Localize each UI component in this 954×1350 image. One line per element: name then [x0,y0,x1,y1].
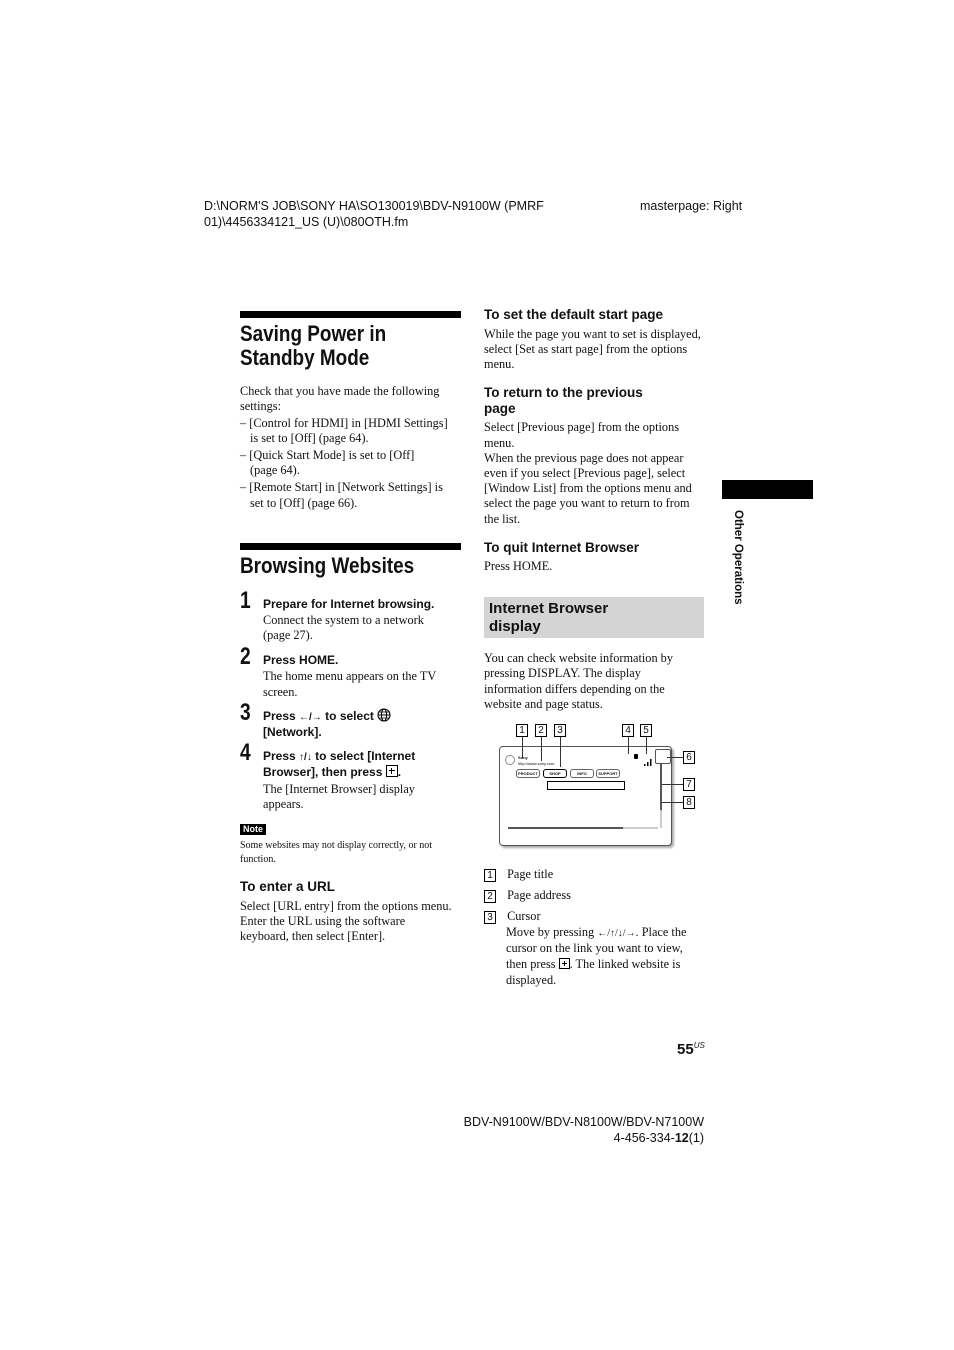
leader-line [646,737,647,754]
vertical-scroll-thumb [660,764,662,810]
screen-button-product: PRODUCT [516,769,540,778]
display-text: pressing DISPLAY. The display [484,666,641,680]
screen-button-support: SUPPORT [596,769,620,778]
legend-number: 3 [484,911,496,924]
cursor-desc-text: . The linked website is [569,957,681,971]
previous-page-text: When the previous page does not appear [484,451,684,465]
display-text: You can check website information by [484,651,673,665]
default-page-heading: To set the default start page [484,307,664,322]
bullet-1b: is set to [Off] (page 64). [250,431,369,445]
step-title-text: to select [Internet [315,749,416,763]
step-title: Press HOME. [263,653,339,667]
legend-label: Cursor [507,909,541,923]
callout-5: 5 [640,724,652,737]
screen-site-url: http://www.sony.com [518,761,555,766]
legend-label: Page address [507,888,571,902]
step-desc: screen. [263,685,298,699]
file-path-line2: 01)\4456334121_US (U)\080OTH.fm [204,215,409,229]
section-rule [240,543,461,550]
enter-url-text: Enter the URL using the software [240,914,406,928]
display-text: information differs depending on the [484,682,665,696]
step-title: Prepare for Internet browsing. [263,597,435,611]
step-title-text: [Network]. [263,725,322,739]
screen-site-name: Sony [518,755,528,760]
callout-1: 1 [516,724,528,737]
previous-page-text: even if you select [Previous page], select [484,466,686,480]
leader-line [660,784,683,785]
leader-line [628,737,629,754]
note-text: Some websites may not display correctly, or not [240,840,433,851]
previous-page-heading: To return to the previous [484,385,643,400]
callout-8: 8 [683,796,695,809]
enter-key-icon [559,958,570,969]
display-heading-line1: Internet Browser [489,600,609,617]
leader-line [541,737,542,761]
signal-icon [644,753,652,760]
step-title: Browser], then press . [263,765,402,779]
saving-intro-2: settings: [240,399,281,413]
step-desc: appears. [263,797,304,811]
legend-item [484,888,571,903]
callout-3: 3 [554,724,566,737]
side-section-label: Other Operations [732,510,744,605]
bullet-2a: – [Quick Start Mode] is set to [Off] [240,448,415,462]
callout-4: 4 [622,724,634,737]
file-path-line1: D:\NORM'S JOB\SONY HA\SO130019\BDV-N9100W (PMRF [204,199,544,213]
cursor-desc-text: Move by pressing [506,925,595,939]
legend-label: Page title [507,867,554,881]
enter-url-heading: To enter a URL [240,879,336,894]
previous-page-text: Select [Previous page] from the options [484,420,679,434]
section-rule [240,311,461,318]
callout-7: 7 [683,778,695,791]
callout-6: 6 [683,751,695,764]
cursor-desc-text: then press [506,957,556,971]
callout-2: 2 [535,724,547,737]
enter-key-icon [386,765,398,777]
browser-display-illustration [484,720,704,855]
page-info-icon [655,749,671,764]
note-badge: Note [240,824,266,835]
default-page-text: menu. [484,357,515,371]
bullet-3a: – [Remote Start] in [Network Settings] is [240,480,443,494]
leader-line [660,802,683,803]
step-desc: (page 27). [263,628,313,642]
cursor-desc-text: . Place the [635,925,687,939]
saving-title-line1: Saving Power in [240,321,387,346]
masterpage-label: masterpage: Right [640,199,743,213]
step-title-text: Press [263,749,296,763]
cursor-description [506,925,686,941]
footer-code [455,1130,704,1146]
site-logo-icon [505,755,515,765]
cursor-box [547,781,625,790]
legend-number: 1 [484,869,496,882]
saving-title-line2: Standby Mode [240,345,370,370]
legend-item [484,909,541,924]
browsing-title: Browsing Websites [240,553,415,578]
left-right-arrows: ←/→ [299,712,322,723]
page-number-value: 55 [677,1041,694,1058]
enter-url-text: Select [URL entry] from the options menu. [240,899,452,913]
previous-page-text: the list. [484,512,521,526]
default-page-text: While the page you want to set is displayed, [484,327,701,341]
step-title-text: Press [263,709,296,723]
step-desc: The [Internet Browser] display [263,782,415,796]
previous-page-text: [Window List] from the options menu and [484,481,692,495]
previous-page-text: menu. [484,436,515,450]
leader-line [560,737,561,767]
step-title-text: to select [325,709,374,723]
bullet-1a: – [Control for HDMI] in [HDMI Settings] [240,416,448,430]
step-number: 1 [240,587,251,614]
cursor-desc-text: displayed. [506,973,557,987]
step-desc: The home menu appears on the TV [263,669,437,683]
screen-button-shop: SHOP [543,769,567,778]
footer-code-part: (1) [688,1131,704,1145]
quit-heading: To quit Internet Browser [484,540,640,555]
cursor-description [506,957,680,972]
bullet-2b: (page 64). [250,463,300,477]
up-down-arrows: ↑/↓ [299,752,312,763]
side-tab-marker [722,480,813,499]
bullet-3b: set to [Off] (page 66). [250,496,358,510]
step-number: 2 [240,643,251,670]
display-text: website and page status. [484,697,603,711]
step-title-text: Browser], then press [263,765,383,779]
legend-number: 2 [484,890,496,903]
step-number: 3 [240,699,251,726]
enter-url-text: keyboard, then select [Enter]. [240,929,386,943]
previous-page-heading: page [484,401,516,416]
screen-button-info: INFO [570,769,594,778]
quit-text: Press HOME. [484,559,553,573]
page-number [677,1041,705,1058]
step-desc: Connect the system to a network [263,613,424,627]
step-number: 4 [240,739,251,766]
direction-arrows: ←/↑/↓/→ [597,928,636,939]
footer-code-part: 12 [674,1131,689,1145]
footer-code-part: 4-456-334- [613,1131,675,1145]
saving-intro-1: Check that you have made the following [240,384,440,398]
footer-models: BDV-N9100W/BDV-N8100W/BDV-N7100W [463,1115,704,1129]
default-page-text: select [Set as start page] from the options [484,342,688,356]
globe-icon [377,708,391,726]
previous-page-text: select the page you want to return to from [484,496,690,510]
display-heading-line2: display [489,618,541,635]
legend-item [484,867,553,882]
page-number-suffix: US [693,1041,705,1050]
cursor-desc-text: cursor on the link you want to view, [506,941,683,955]
note-text: function. [240,854,276,865]
lock-icon [634,754,638,759]
loading-bar-fill [508,827,623,829]
